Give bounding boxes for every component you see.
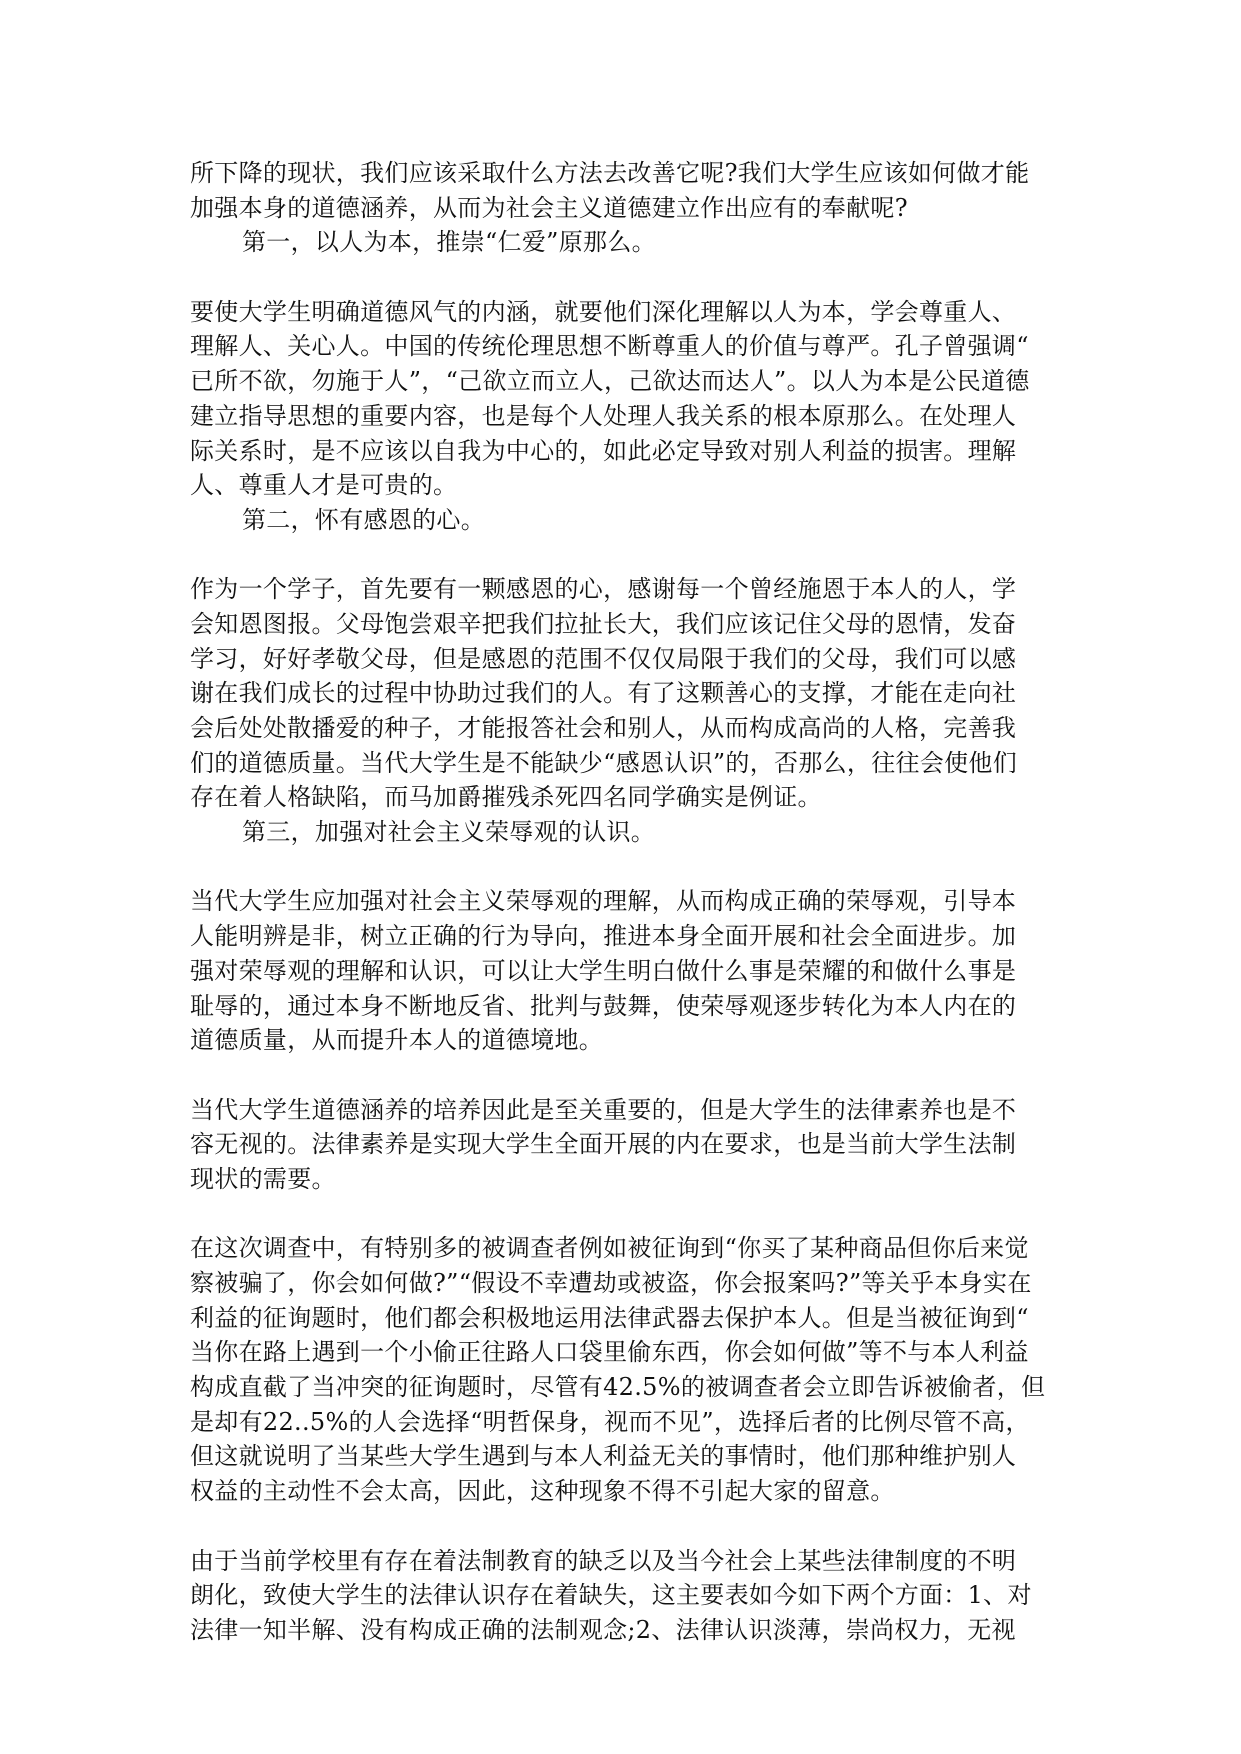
section-heading: 第三，加强对社会主义荣辱观的认识。 [242,818,656,847]
text-line: 法律一知半解、没有构成正确的法制观念;2、法律认识淡薄，崇尚权力，无视 [190,1615,1016,1644]
text-line: 容无视的。法律素养是实现大学生全面开展的内在要求，也是当前大学生法制 [190,1130,1017,1159]
text-line: 际关系时，是不应该以自我为中心的，如此必定导致对别人利益的损害。理解 [190,436,1017,465]
text-line: 耻辱的，通过本身不断地反省、批判与鼓舞，使荣辱观逐步转化为本人内在的 [190,991,1017,1020]
text-line: 强对荣辱观的理解和认识，可以让大学生明白做什么事是荣耀的和做什么事是 [190,956,1017,985]
text-line: 要使大学生明确道德风气的内涵，就要他们深化理解以人为本，学会尊重人、 [190,297,1017,326]
paragraph-gap [190,260,1060,295]
text-line: 但这就说明了当某些大学生遇到与本人利益无关的事情时，他们那种维护别人 [190,1442,1017,1471]
paragraph-gap [190,538,1060,573]
text-line: 作为一个学子，首先要有一颗感恩的心，感谢每一个曾经施恩于本人的人，学 [190,575,1017,604]
text-line: 是却有22..5%的人会选择“明哲保身，视而不见”，选择后者的比例尽管不高， [190,1407,1030,1436]
text-line: 由于当前学校里有存在着法制教育的缺乏以及当今社会上某些法律制度的不明 [190,1546,1017,1575]
text-line: 察被骗了，你会如何做?”“假设不幸遭劫或被盗，你会报案吗?”等关乎本身实在 [190,1269,1032,1297]
text-line: 所下降的现状，我们应该采取什么方法去改善它呢?我们大学生应该如何做才能 [190,159,1030,187]
text-line: 学习，好好孝敬父母，但是感恩的范围不仅仅局限于我们的父母，我们可以感 [190,644,1017,673]
text-line: 建立指导思想的重要内容，也是每个人处理人我关系的根本原那么。在处理人 [190,401,1017,430]
text-line: 存在着人格缺陷，而马加爵摧残杀死四名同学确实是例证。 [190,783,822,812]
text-line: 理解人、关心人。中国的传统伦理思想不断尊重人的价值与尊严。孔子曾强调“ [190,332,1029,361]
paragraph-gap [190,1509,1060,1544]
text-line: 加强本身的道德涵养，从而为社会主义道德建立作出应有的奉献呢? [190,193,908,222]
section-heading: 第一，以人为本，推崇“仁爱”原那么。 [242,228,656,257]
text-line: 会知恩图报。父母饱尝艰辛把我们拉扯长大，我们应该记住父母的恩情，发奋 [190,609,1017,638]
text-line: 当代大学生道德涵养的培养因此是至关重要的，但是大学生的法律素养也是不 [190,1095,1017,1124]
text-line: 当你在路上遇到一个小偷正往路人口袋里偷东西，你会如何做”等不与本人利益 [190,1338,1029,1367]
text-line: 现状的需要。 [190,1164,336,1193]
text-line: 已所不欲，勿施于人”，“己欲立而立人，己欲达而达人”。以人为本是公民道德 [190,367,1030,396]
paragraph-gap [190,1058,1060,1093]
text-line: 构成直截了当冲突的征询题时，尽管有42.5%的被调查者会立即告诉被偷者，但 [190,1373,1046,1402]
text-line: 人能明辨是非，树立正确的行为导向，推进本身全面开展和社会全面进步。加 [190,922,1017,951]
text-line: 人、尊重人才是可贵的。 [190,471,458,500]
text-line: 在这次调查中，有特别多的被调查者例如被征询到“你买了某种商品但你后来觉 [190,1234,1029,1263]
document-body [190,156,1060,1648]
text-line: 道德质量，从而提升本人的道德境地。 [190,1026,604,1055]
text-line: 会后处处散播爱的种子，才能报答社会和别人，从而构成高尚的人格，完善我 [190,714,1017,742]
text-line: 们的道德质量。当代大学生是不能缺少“感恩认识”的，否那么，往往会使他们 [190,748,1018,777]
section-heading: 第二，怀有感恩的心。 [242,505,485,534]
text-line: 权益的主动性不会太高，因此，这种现象不得不引起大家的留意。 [190,1477,895,1506]
text-line: 利益的征询题时，他们都会积极地运用法律武器去保护本人。但是当被征询到“ [190,1303,1029,1332]
paragraph-gap [190,1197,1060,1232]
paragraph-gap [190,850,1060,885]
text-line: 朗化，致使大学生的法律认识存在着缺失，这主要表如今如下两个方面：1、对 [190,1581,1032,1610]
text-line: 谢在我们成长的过程中协助过我们的人。有了这颗善心的支撑，才能在走向社 [190,679,1017,708]
text-line: 当代大学生应加强对社会主义荣辱观的理解，从而构成正确的荣辱观，引导本 [190,887,1017,916]
